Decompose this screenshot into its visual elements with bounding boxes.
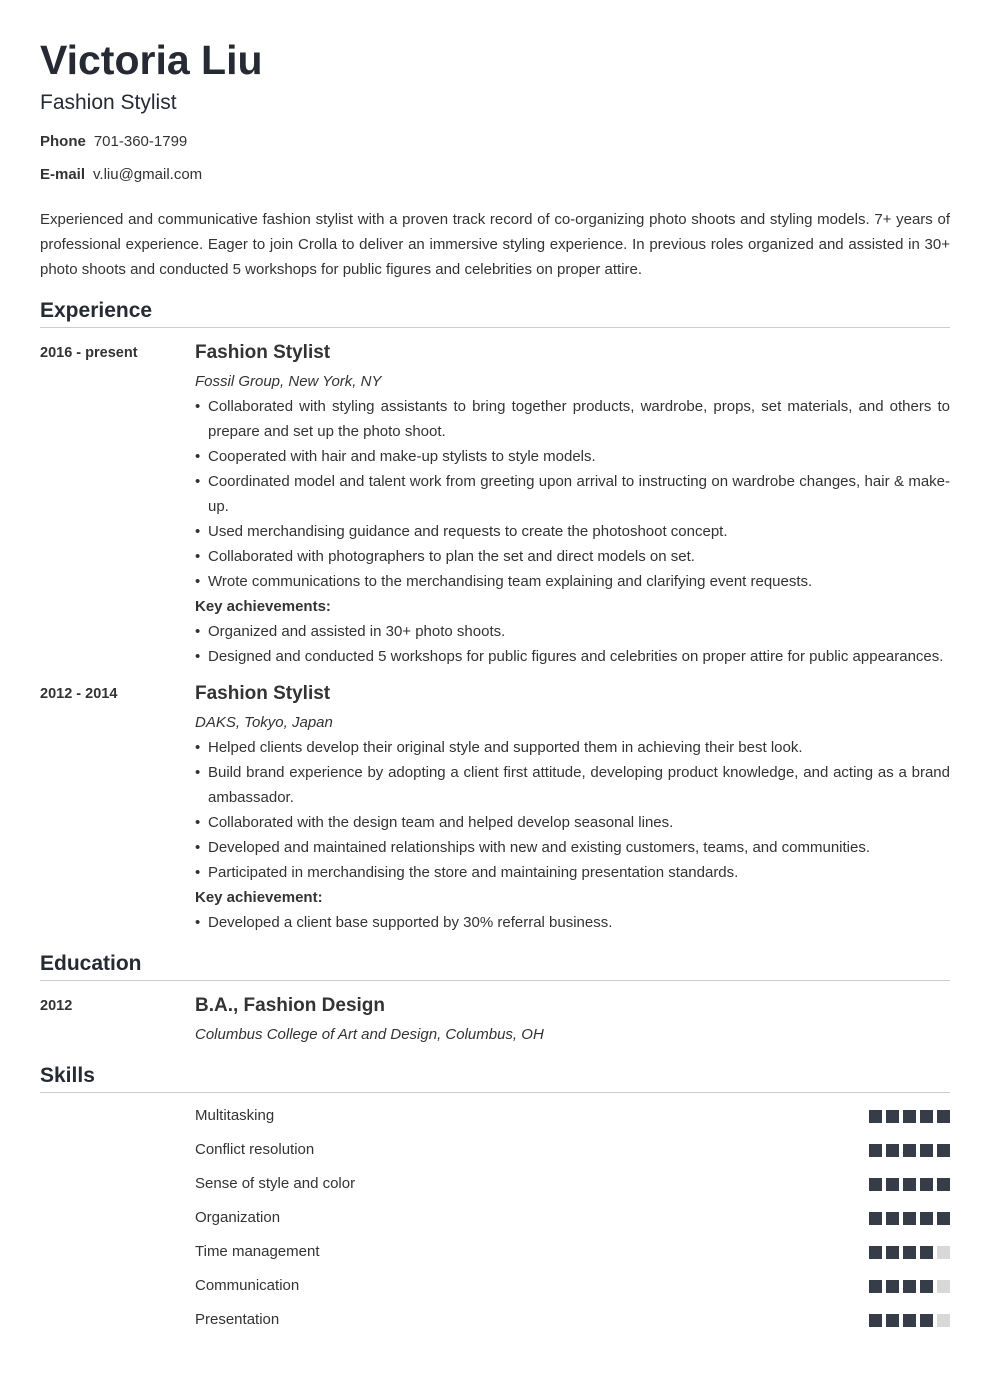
skill-row (195, 1241, 950, 1275)
rating-square (886, 1110, 899, 1123)
rating-square (903, 1144, 916, 1157)
bullet-item: • Coordinated model and talent work from greeting upon arrival to instructing on wardrobe changes, hair & make-up. (195, 469, 950, 519)
skill-rating (869, 1246, 950, 1259)
bullet-item: • Collaborated with photographers to plan the set and direct models on set. (195, 544, 950, 569)
rating-square (869, 1280, 882, 1293)
candidate-title: Fashion Stylist (40, 91, 177, 114)
entry-body (195, 340, 950, 669)
section-education: Education (40, 951, 950, 981)
skill-name: Organization (195, 1209, 281, 1226)
rating-square (903, 1246, 916, 1259)
bullet-item: • Collaborated with the design team and helped develop seasonal lines. (195, 810, 950, 835)
section-experience: Experience (40, 298, 950, 328)
bullet-item: • Collaborated with styling assistants to bring together products, wardrobe, props, set materials, and others to prepare and set up the photo shoot. (195, 394, 950, 444)
rating-square (869, 1178, 882, 1191)
bullet-item: • Helped clients develop their original style and supported them in achieving their best look. (195, 735, 950, 760)
skill-row (195, 1275, 950, 1309)
contact-info (40, 132, 950, 185)
job-title: Fashion Stylist (195, 683, 331, 704)
skill-name: Multitasking (195, 1107, 275, 1124)
rating-square (886, 1144, 899, 1157)
rating-square (903, 1178, 916, 1191)
rating-square (886, 1280, 899, 1293)
bullet-item: • Developed and maintained relationships with new and existing customers, teams, and communities. (195, 835, 950, 860)
achievement-item: • Designed and conducted 5 workshops for public figures and celebrities on proper attire for public appearances. (195, 644, 950, 669)
skill-row (195, 1173, 950, 1207)
candidate-name: Victoria Liu (40, 37, 263, 83)
rating-square (937, 1144, 950, 1157)
responsibilities-list (195, 394, 950, 594)
rating-square (886, 1246, 899, 1259)
skill-row (195, 1309, 950, 1343)
achievements-list (195, 619, 950, 669)
rating-square (920, 1212, 933, 1225)
rating-square (937, 1178, 950, 1191)
education-entry (40, 993, 950, 1047)
rating-square (920, 1110, 933, 1123)
bullet-item: • Participated in merchandising the store and maintaining presentation standards. (195, 860, 950, 885)
section-skills: Skills (40, 1063, 950, 1093)
entry-body (195, 681, 950, 935)
skill-row (195, 1207, 950, 1241)
key-achievements-label: Key achievements: (195, 598, 331, 615)
skill-name: Time management (195, 1243, 320, 1260)
skill-name: Sense of style and color (195, 1175, 356, 1192)
school: Columbus College of Art and Design, Columbus, OH (195, 1026, 544, 1043)
rating-square (920, 1178, 933, 1191)
rating-square (869, 1212, 882, 1225)
company: DAKS, Tokyo, Japan (195, 714, 333, 731)
email-row (40, 165, 950, 185)
rating-square (903, 1212, 916, 1225)
email-value: v.liu@gmail.com (93, 166, 203, 183)
entry-date: 2016 - present (40, 345, 138, 361)
entry-body (195, 993, 950, 1047)
skill-rating (869, 1178, 950, 1191)
company: Fossil Group, New York, NY (195, 373, 382, 390)
summary: Experienced and communicative fashion stylist with a proven track record of co-organizing photo shoots and styling models. 7+ years of professional experience. Eager to join Crolla to deliver an immersive styling experience. In previous roles organized and assisted in 30+ photo shoots and conducted 5 workshops for public figures and celebrities on proper attire. (40, 211, 950, 278)
experience-entry (40, 681, 950, 935)
entry-date: 2012 - 2014 (40, 686, 118, 702)
rating-square (903, 1110, 916, 1123)
skill-row (195, 1105, 950, 1139)
rating-square (869, 1314, 882, 1327)
achievement-item: • Developed a client base supported by 30% referral business. (195, 910, 950, 935)
skill-rating (869, 1280, 950, 1293)
skill-row (195, 1139, 950, 1173)
achievement-item: • Organized and assisted in 30+ photo shoots. (195, 619, 950, 644)
rating-square (920, 1246, 933, 1259)
phone-row (40, 132, 950, 152)
skill-name: Communication (195, 1277, 300, 1294)
rating-square (903, 1314, 916, 1327)
degree: B.A., Fashion Design (195, 995, 386, 1016)
skill-rating (869, 1212, 950, 1225)
skill-rating (869, 1110, 950, 1123)
key-achievements-label: Key achievement: (195, 889, 323, 906)
skill-name: Presentation (195, 1311, 280, 1328)
rating-square (886, 1178, 899, 1191)
entry-date: 2012 (40, 998, 73, 1014)
bullet-item: • Cooperated with hair and make-up stylists to style models. (195, 444, 950, 469)
rating-square (886, 1314, 899, 1327)
rating-square (920, 1280, 933, 1293)
rating-square (903, 1280, 916, 1293)
bullet-item: • Wrote communications to the merchandising team explaining and clarifying event requests. (195, 569, 950, 594)
rating-square (937, 1314, 950, 1327)
rating-square (937, 1246, 950, 1259)
email-label: E-mail (40, 166, 86, 183)
rating-square (937, 1280, 950, 1293)
experience-entry (40, 340, 950, 669)
bullet-item: • Used merchandising guidance and requests to create the photoshoot concept. (195, 519, 950, 544)
rating-square (937, 1110, 950, 1123)
bullet-item: • Build brand experience by adopting a client first attitude, developing product knowledge, and acting as a brand ambassador. (195, 760, 950, 810)
skill-rating (869, 1314, 950, 1327)
responsibilities-list (195, 735, 950, 885)
rating-square (886, 1212, 899, 1225)
skill-rating (869, 1144, 950, 1157)
rating-square (920, 1314, 933, 1327)
rating-square (937, 1212, 950, 1225)
job-title: Fashion Stylist (195, 342, 331, 363)
rating-square (869, 1246, 882, 1259)
achievements-list (195, 910, 950, 935)
skill-name: Conflict resolution (195, 1141, 315, 1158)
phone-label: Phone (40, 133, 86, 150)
rating-square (920, 1144, 933, 1157)
rating-square (869, 1144, 882, 1157)
rating-square (869, 1110, 882, 1123)
phone-value: 701-360-1799 (93, 133, 188, 150)
